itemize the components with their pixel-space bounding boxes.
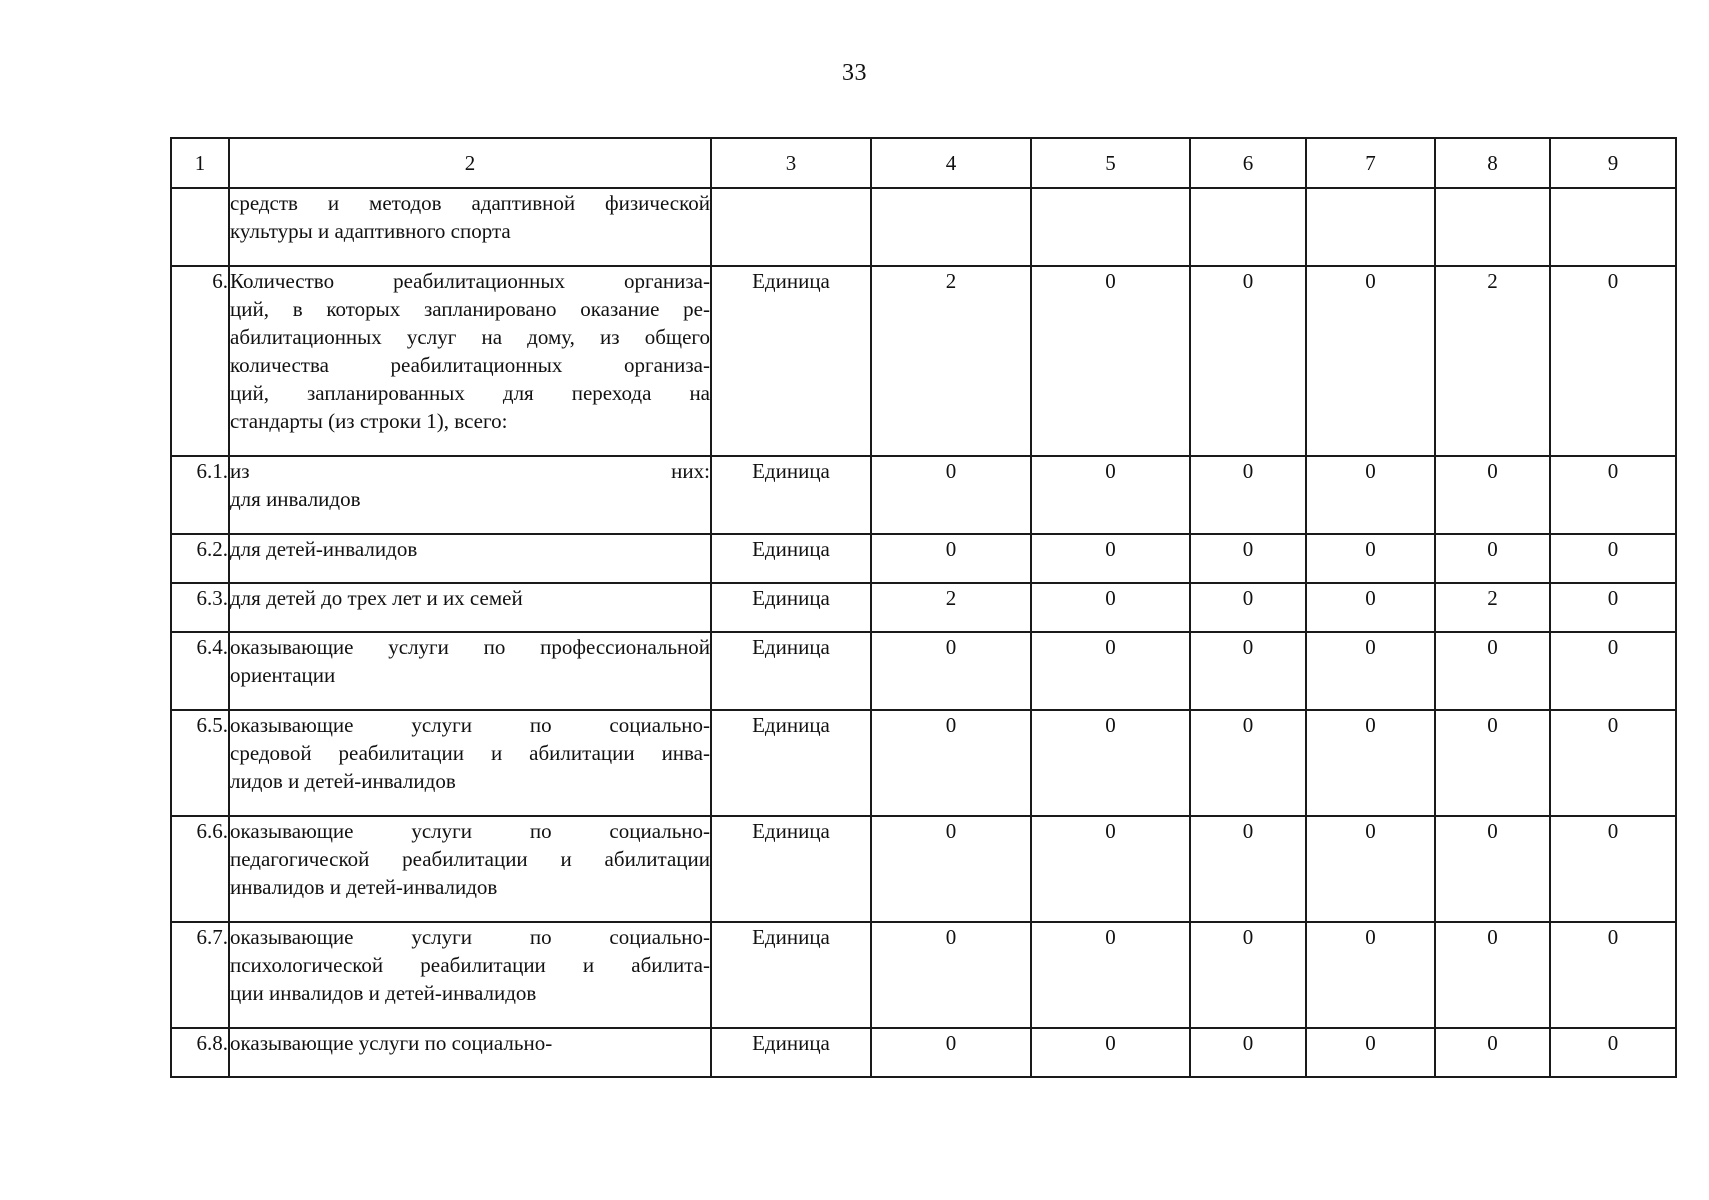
value-cell: 0 [1031, 583, 1190, 632]
value-cell: 0 [1435, 632, 1550, 710]
value-cell: 0 [871, 922, 1031, 1028]
value-cell: 0 [871, 816, 1031, 922]
column-header: 3 [711, 138, 871, 188]
table-row [171, 710, 1676, 816]
table-body [171, 188, 1676, 1077]
value-cell: 0 [871, 1028, 1031, 1077]
empty-cell [1031, 188, 1190, 266]
column-header: 4 [871, 138, 1031, 188]
row-number: 6.1. [171, 456, 229, 534]
value-cell: 0 [1031, 632, 1190, 710]
value-cell: 0 [1190, 816, 1306, 922]
description-line: оказывающие услуги по социально- [230, 1031, 553, 1055]
value-cell: 0 [1306, 266, 1435, 456]
row-description [229, 456, 711, 534]
value-cell: 0 [1435, 1028, 1550, 1077]
row-number: 6. [171, 266, 229, 456]
description-line: ориентации [230, 663, 336, 687]
value-cell: 0 [1190, 632, 1306, 710]
empty-cell [1550, 188, 1676, 266]
description-line: оказывающие услуги по социально- [230, 713, 710, 737]
row-description [229, 1028, 711, 1077]
table-row [171, 266, 1676, 456]
header-row [171, 138, 1676, 188]
row-description [229, 816, 711, 922]
column-header: 1 [171, 138, 229, 188]
value-cell: 0 [1306, 922, 1435, 1028]
row-description [229, 266, 711, 456]
row-number: 6.4. [171, 632, 229, 710]
page-number: 33 [842, 60, 867, 86]
description-line: культуры и адаптивного спорта [230, 219, 511, 243]
value-cell: 0 [1435, 456, 1550, 534]
value-cell: 0 [871, 534, 1031, 583]
value-cell: 0 [871, 456, 1031, 534]
empty-cell [1306, 188, 1435, 266]
row-number [171, 188, 229, 266]
table-row [171, 583, 1676, 632]
column-header: 8 [1435, 138, 1550, 188]
value-cell: 2 [871, 266, 1031, 456]
description-line: абилитационных услуг на дому, из общего [230, 325, 710, 349]
description-line: для детей до трех лет и их семей [230, 586, 523, 610]
table-row [171, 816, 1676, 922]
value-cell: 0 [1031, 266, 1190, 456]
value-cell: 0 [1550, 1028, 1676, 1077]
value-cell: 0 [1550, 456, 1676, 534]
description-line: психологической реабилитации и абилита- [230, 953, 710, 977]
row-unit: Единица [711, 534, 871, 583]
description-line: лидов и детей-инвалидов [230, 769, 456, 793]
row-number: 6.8. [171, 1028, 229, 1077]
value-cell: 0 [1031, 710, 1190, 816]
value-cell: 0 [1435, 534, 1550, 583]
table-row [171, 534, 1676, 583]
value-cell: 0 [1306, 710, 1435, 816]
value-cell: 0 [1306, 456, 1435, 534]
column-header: 2 [229, 138, 711, 188]
value-cell: 0 [871, 632, 1031, 710]
table-row-continuation [171, 188, 1676, 266]
value-cell: 0 [1031, 534, 1190, 583]
value-cell: 0 [1190, 583, 1306, 632]
value-cell: 0 [1435, 922, 1550, 1028]
value-cell: 0 [1190, 710, 1306, 816]
column-header: 5 [1031, 138, 1190, 188]
row-number: 6.3. [171, 583, 229, 632]
description-line: для инвалидов [230, 487, 361, 511]
table-row [171, 1028, 1676, 1077]
row-description [229, 632, 711, 710]
description-line: оказывающие услуги по профессиональной [230, 635, 710, 659]
value-cell: 0 [1306, 1028, 1435, 1077]
description-line: педагогической реабилитации и абилитации [230, 847, 710, 871]
description-line: стандарты (из строки 1), всего: [230, 409, 508, 433]
description-line: ции инвалидов и детей-инвалидов [230, 981, 537, 1005]
value-cell: 0 [1550, 632, 1676, 710]
value-cell: 2 [1435, 266, 1550, 456]
value-cell: 0 [1031, 1028, 1190, 1077]
row-description [229, 534, 711, 583]
value-cell: 0 [1435, 816, 1550, 922]
value-cell: 0 [1190, 456, 1306, 534]
row-description [229, 922, 711, 1028]
row-unit: Единица [711, 816, 871, 922]
empty-cell [871, 188, 1031, 266]
value-cell: 0 [1306, 632, 1435, 710]
row-description [229, 188, 711, 266]
row-unit: Единица [711, 583, 871, 632]
value-cell: 0 [871, 710, 1031, 816]
value-cell: 0 [1190, 1028, 1306, 1077]
description-line: средств и методов адаптивной физической [230, 191, 710, 215]
description-line: Количество реабилитационных организа- [230, 269, 710, 293]
row-number: 6.5. [171, 710, 229, 816]
row-description [229, 583, 711, 632]
value-cell: 0 [1190, 266, 1306, 456]
description-line: инвалидов и детей-инвалидов [230, 875, 498, 899]
row-unit: Единица [711, 710, 871, 816]
value-cell: 0 [1550, 816, 1676, 922]
value-cell: 0 [1031, 922, 1190, 1028]
description-line: из них: [230, 459, 710, 483]
value-cell: 0 [1550, 710, 1676, 816]
column-header: 7 [1306, 138, 1435, 188]
row-unit: Единица [711, 1028, 871, 1077]
value-cell: 0 [1550, 583, 1676, 632]
empty-cell [1190, 188, 1306, 266]
column-header: 6 [1190, 138, 1306, 188]
description-line: ций, в которых запланировано оказание ре- [230, 297, 710, 321]
row-unit: Единица [711, 632, 871, 710]
value-cell: 0 [1550, 534, 1676, 583]
table-row [171, 922, 1676, 1028]
empty-cell [711, 188, 871, 266]
value-cell: 0 [1306, 816, 1435, 922]
column-header: 9 [1550, 138, 1676, 188]
row-number: 6.2. [171, 534, 229, 583]
value-cell: 0 [1190, 534, 1306, 583]
row-unit: Единица [711, 922, 871, 1028]
value-cell: 2 [871, 583, 1031, 632]
description-line: для детей-инвалидов [230, 537, 418, 561]
value-cell: 0 [1031, 456, 1190, 534]
description-line: средовой реабилитации и абилитации инва- [230, 741, 710, 765]
row-number: 6.6. [171, 816, 229, 922]
table-row [171, 456, 1676, 534]
value-cell: 0 [1190, 922, 1306, 1028]
value-cell: 0 [1550, 922, 1676, 1028]
row-unit: Единица [711, 456, 871, 534]
table-row [171, 632, 1676, 710]
description-line: оказывающие услуги по социально- [230, 925, 710, 949]
value-cell: 0 [1306, 534, 1435, 583]
value-cell: 0 [1306, 583, 1435, 632]
value-cell: 0 [1435, 710, 1550, 816]
description-line: количества реабилитационных организа- [230, 353, 710, 377]
row-number: 6.7. [171, 922, 229, 1028]
value-cell: 0 [1550, 266, 1676, 456]
row-unit: Единица [711, 266, 871, 456]
empty-cell [1435, 188, 1550, 266]
data-table [170, 137, 1677, 1078]
row-description [229, 710, 711, 816]
description-line: ций, запланированных для перехода на [230, 381, 710, 405]
description-line: оказывающие услуги по социально- [230, 819, 710, 843]
value-cell: 2 [1435, 583, 1550, 632]
value-cell: 0 [1031, 816, 1190, 922]
